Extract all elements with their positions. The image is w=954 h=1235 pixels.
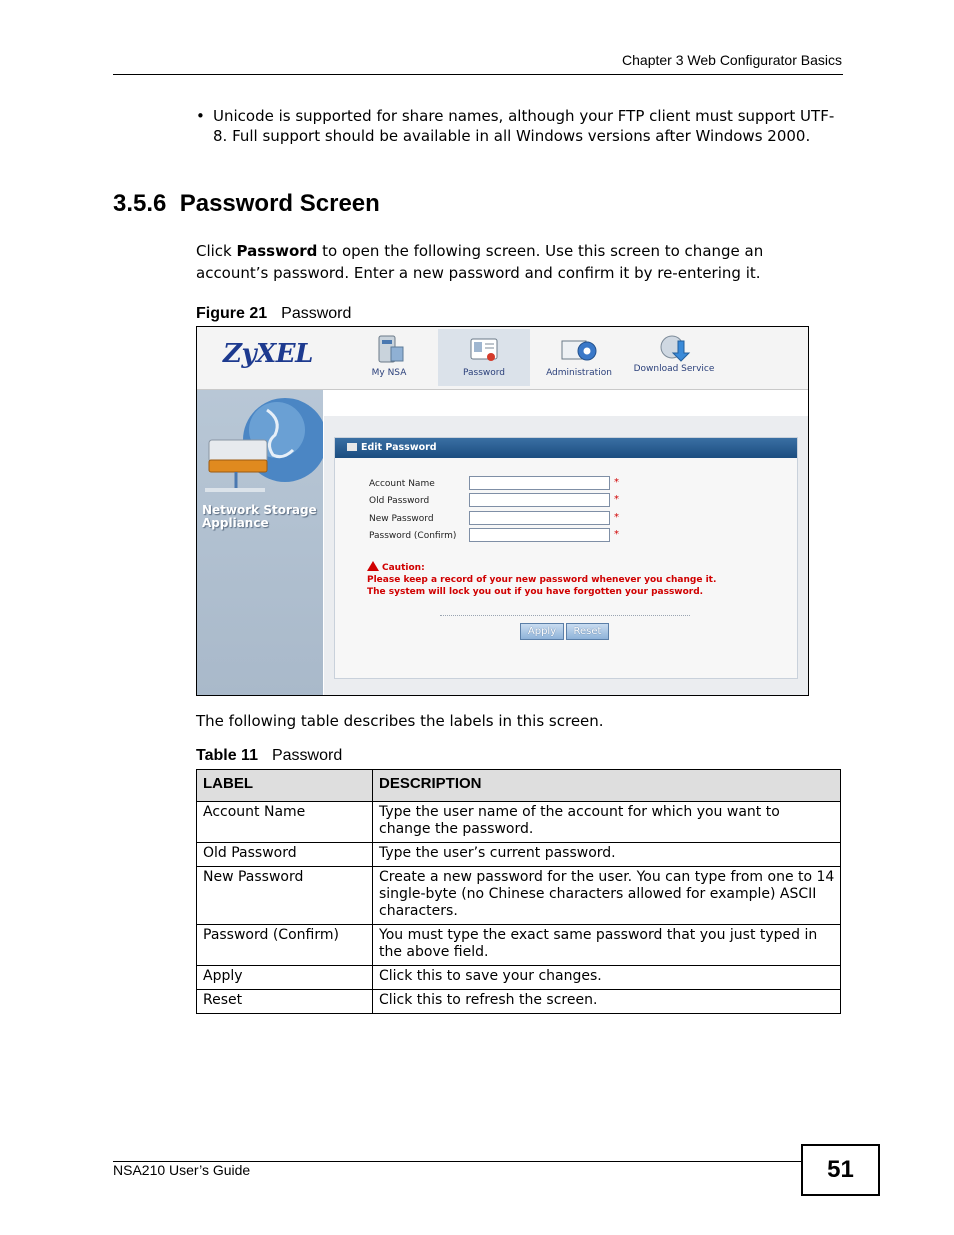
table-row: [197, 925, 841, 966]
intro-before: Click: [196, 242, 237, 260]
bullet-item: [196, 107, 846, 146]
panel-title-bar: [335, 438, 797, 458]
required-mark: *: [614, 494, 619, 505]
caution-message: [367, 561, 716, 598]
intro-paragraph: [196, 240, 836, 284]
tab-download-service[interactable]: [628, 329, 720, 386]
table-intro: The following table describes the labels in this screen.: [196, 712, 604, 730]
bullet-text: Unicode is supported for share names, although your FTP client must support UTF-8. Full support should be available in all Windows versions after Windows 2000.: [213, 107, 835, 145]
chapter-header: Chapter 3 Web Configurator Basics: [622, 52, 842, 68]
download-globe-icon: [656, 333, 692, 363]
page-number: 51: [801, 1144, 880, 1196]
sidebar-label: Network Storage Appliance: [202, 503, 317, 530]
table-row: [197, 843, 841, 867]
table-header-row: [197, 770, 841, 802]
row-description: Click this to save your changes.: [373, 966, 841, 990]
row-description: Create a new password for the user. You can type from one to 14 single-byte (no Chinese characters allowed for example) ASCII characters.: [373, 867, 841, 925]
account-name-input[interactable]: [469, 476, 610, 490]
header-label: LABEL: [197, 770, 373, 802]
panel-title: Edit Password: [361, 442, 437, 453]
section-heading: 3.5.6 Password Screen: [113, 190, 380, 217]
computer-icon: [371, 333, 407, 367]
intro-after: to open the following screen. Use this screen to change an account’s password. Enter a new password and confirm it by re-entering it.: [196, 242, 764, 282]
caution-title: Caution:: [382, 563, 425, 573]
id-card-icon: [466, 333, 502, 367]
reset-button[interactable]: Reset: [566, 623, 609, 640]
row-label: Password (Confirm): [197, 925, 373, 966]
table-row: [197, 966, 841, 990]
required-mark: *: [614, 529, 619, 540]
header-rule: [113, 74, 843, 75]
caution-line: Please keep a record of your new password whenever you change it.: [367, 575, 717, 585]
new-password-input[interactable]: [469, 511, 610, 525]
tab-password[interactable]: [438, 329, 530, 386]
row-description: Type the user’s current password.: [373, 843, 841, 867]
password-screen-figure: [196, 326, 809, 696]
intro-bold: Password: [236, 242, 318, 260]
tab-label: Administration: [546, 368, 612, 378]
table-label: Table 11: [196, 747, 258, 764]
figure-caption: [196, 305, 351, 323]
warning-icon: [367, 561, 379, 571]
tab-label: Download Service: [633, 364, 715, 374]
table-row: [197, 867, 841, 925]
tab-administration[interactable]: [533, 329, 625, 386]
gear-icon: [559, 333, 599, 367]
field-label-account-name: Account Name: [369, 479, 435, 489]
password-table: [196, 769, 841, 1014]
sidebar: [197, 390, 323, 695]
required-mark: *: [614, 512, 619, 523]
table-caption: [196, 747, 342, 765]
tab-my-nsa[interactable]: [343, 329, 435, 386]
caution-line: The system will lock you out if you have forgotten your password.: [367, 587, 704, 597]
row-description: Type the user name of the account for which you want to change the password.: [373, 802, 841, 843]
row-label: New Password: [197, 867, 373, 925]
table-title: Password: [271, 747, 343, 764]
row-label: Apply: [197, 966, 373, 990]
field-label-old-password: Old Password: [369, 496, 430, 506]
zyxel-logo: ZyXEL: [223, 339, 313, 369]
table-row: [197, 990, 841, 1014]
apply-button[interactable]: Apply: [520, 623, 564, 640]
tab-label: Password: [462, 368, 506, 378]
required-mark: *: [614, 477, 619, 488]
bullet-dot: •: [196, 107, 205, 125]
footer-guide-title: NSA210 User’s Guide: [113, 1162, 251, 1178]
row-label: Old Password: [197, 843, 373, 867]
header-description: DESCRIPTION: [373, 770, 841, 802]
globe-device-icon: [197, 390, 323, 502]
password-confirm-input[interactable]: [469, 528, 610, 542]
old-password-input[interactable]: [469, 493, 610, 507]
edit-password-panel: [334, 437, 798, 679]
row-label: Account Name: [197, 802, 373, 843]
field-label-password-confirm: Password (Confirm): [369, 531, 457, 541]
figure-label: Figure 21: [196, 305, 268, 322]
row-label: Reset: [197, 990, 373, 1014]
top-nav-bar: [197, 327, 808, 390]
row-description: You must type the exact same password that you just typed in the above field.: [373, 925, 841, 966]
tab-label: My NSA: [371, 368, 407, 378]
row-description: Click this to refresh the screen.: [373, 990, 841, 1014]
figure-title: Password: [281, 305, 352, 322]
dotted-divider: [440, 615, 690, 616]
field-label-new-password: New Password: [369, 514, 434, 524]
folder-icon: [347, 443, 357, 451]
table-row: [197, 802, 841, 843]
